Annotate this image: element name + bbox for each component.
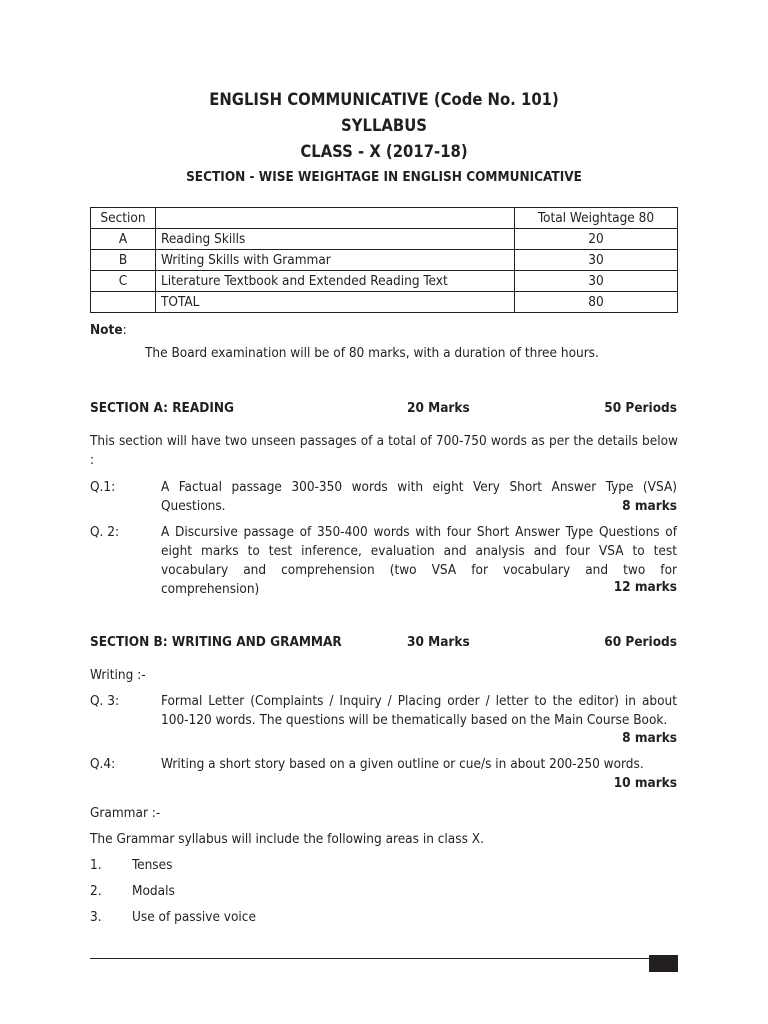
table-header-row xyxy=(91,208,678,229)
list-item-number: 2. xyxy=(90,883,102,899)
question-text: Writing a short story based on a given outline or cue/s in about 200-250 words. xyxy=(161,756,644,772)
table-cell: Literature Textbook and Extended Reading Text xyxy=(156,271,515,292)
table-cell: A xyxy=(91,229,156,250)
footer-rule xyxy=(90,958,678,959)
note-label: Note xyxy=(90,322,123,338)
class-line: CLASS - X (2017-18) xyxy=(300,142,468,161)
question-text: A Discursive passage of 350-400 words with four Short Answer Type Questions of eight marks to test inference, evaluation and analysis and four VSA to test vocabulary and comprehension (two VSA for vocabulary and two for comprehension) xyxy=(161,524,677,597)
table-cell: B xyxy=(91,250,156,271)
weightage-heading: SECTION - WISE WEIGHTAGE IN ENGLISH COMMUNICATIVE xyxy=(186,169,582,185)
page-number-box xyxy=(649,955,678,972)
question-number: Q.1: xyxy=(90,479,116,495)
table-row xyxy=(91,250,678,271)
writing-label: Writing :- xyxy=(90,667,146,683)
section-b-periods: 60 Periods xyxy=(604,634,677,650)
section-a-title-bold: SECTION A xyxy=(90,400,164,416)
section-b-title xyxy=(90,634,342,650)
question-number: Q. 2: xyxy=(90,524,120,540)
section-a-marks: 20 Marks xyxy=(407,400,470,416)
table-row xyxy=(91,292,678,313)
grammar-intro: The Grammar syllabus will include the following areas in class X. xyxy=(90,831,484,847)
question-number: Q. 3: xyxy=(90,693,120,709)
table-cell: C xyxy=(91,271,156,292)
document-subtitle: SYLLABUS xyxy=(341,116,427,135)
question-text: Formal Letter (Complaints / Inquiry / Placing order / letter to the editor) in about 100-120 words. The questions will be thematically based on the Main Course Book. xyxy=(161,693,677,728)
section-b-marks: 30 Marks xyxy=(407,634,470,650)
note-text: The Board examination will be of 80 marks, with a duration of three hours. xyxy=(145,345,599,361)
list-item: Use of passive voice xyxy=(132,909,256,925)
note-colon: : xyxy=(122,322,127,338)
question-text: A Factual passage 300-350 words with eight Very Short Answer Type (VSA) Questions. xyxy=(161,479,677,514)
table-header-cell: Total Weightage 80 xyxy=(515,208,678,229)
table-cell: 30 xyxy=(515,271,678,292)
question-marks: 12 marks xyxy=(613,579,677,595)
table-header-cell xyxy=(156,208,515,229)
table-cell: Writing Skills with Grammar xyxy=(156,250,515,271)
question-marks: 8 marks xyxy=(622,730,677,746)
list-item: Tenses xyxy=(132,857,173,873)
table-header-cell: Section xyxy=(91,208,156,229)
weightage-table xyxy=(90,207,678,313)
question-number: Q.4: xyxy=(90,756,116,772)
question-marks: 10 marks xyxy=(613,775,677,791)
table-cell: Reading Skills xyxy=(156,229,515,250)
section-a-title xyxy=(90,400,234,416)
table-cell: 20 xyxy=(515,229,678,250)
section-a-periods: 50 Periods xyxy=(604,400,677,416)
grammar-label: Grammar :- xyxy=(90,805,161,821)
section-b-title-rest: : WRITING AND GRAMMAR xyxy=(162,634,342,650)
table-cell: TOTAL xyxy=(156,292,515,313)
section-a-title-rest: : READING xyxy=(163,400,234,416)
list-item-number: 3. xyxy=(90,909,102,925)
list-item-number: 1. xyxy=(90,857,102,873)
question-marks: 8 marks xyxy=(622,498,677,514)
note-label-line xyxy=(90,321,127,340)
table-row xyxy=(91,271,678,292)
section-a-intro: This section will have two unseen passages of a total of 700-750 words as per the details below : xyxy=(90,433,678,468)
document-title: ENGLISH COMMUNICATIVE (Code No. 101) xyxy=(209,90,559,109)
list-item: Modals xyxy=(132,883,175,899)
section-b-title-bold: SECTION B xyxy=(90,634,163,650)
table-row xyxy=(91,229,678,250)
table-cell: 30 xyxy=(515,250,678,271)
table-cell: 80 xyxy=(515,292,678,313)
table-cell xyxy=(91,292,156,313)
